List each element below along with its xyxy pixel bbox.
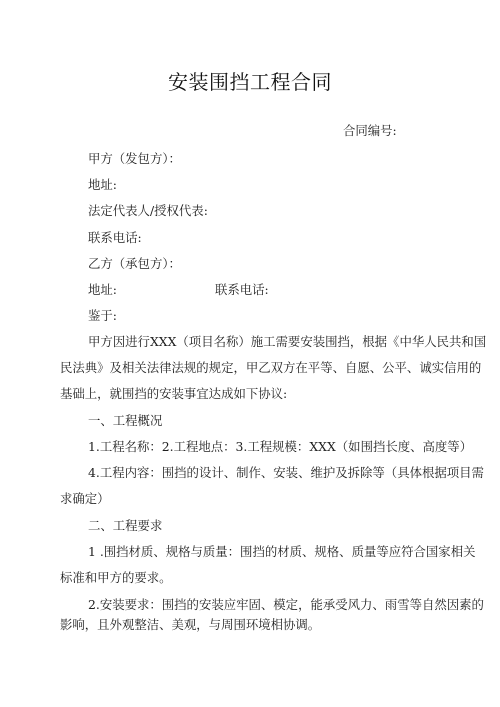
party-a-label: 甲方（发包方）：	[88, 151, 181, 166]
section-heading-overview: 一、工程概况	[88, 413, 163, 428]
document-title: 安装围挡工程合同	[168, 70, 332, 94]
requirement-line: 2.安装要求：围挡的安装应牢固、模定，能承受风力、雨雪等自然因素的	[88, 597, 484, 612]
party-b-label: 乙方（承包方）：	[88, 256, 181, 271]
preamble-line: 甲方因进行XXX（项目名称）施工需要安装围挡，根据《中华人民共和国	[88, 334, 487, 349]
section-heading-requirements: 二、工程要求	[88, 518, 163, 533]
party-b-phone-label: 联系电话:	[215, 282, 269, 297]
contract-number-label: 合同编号:	[343, 123, 397, 138]
legal-representative-label: 法定代表人/授权代表:	[88, 203, 208, 218]
preamble-line: 基础上，就围挡的安装事宜达成如下协议:	[60, 386, 288, 401]
party-a-address-label: 地址:	[88, 177, 117, 192]
requirement-line: 标准和甲方的要求。	[60, 570, 172, 585]
overview-item-line: 求确定）	[60, 491, 110, 506]
preamble-line: 民法典》及相关法律法规的规定，甲乙双方在平等、自愿、公平、诚实信用的	[60, 360, 482, 375]
overview-item-line: 1.工程名称：2.工程地点：3.工程规模：XXX（如围挡长度、高度等）	[88, 439, 473, 454]
requirement-line: 影响，且外观整洁、美观，与周围环境相协调。	[60, 617, 321, 632]
party-a-phone-label: 联系电话:	[88, 230, 142, 245]
whereas-label: 鉴于:	[88, 308, 117, 323]
overview-item-line: 4.工程内容：围挡的设计、制作、安装、维护及拆除等（具体根据项目需	[88, 465, 484, 480]
requirement-line: 1 .围挡材质、规格与质量：围挡的材质、规格、质量等应符合国家相关	[88, 544, 476, 559]
party-b-address-label: 地址:	[88, 282, 117, 297]
